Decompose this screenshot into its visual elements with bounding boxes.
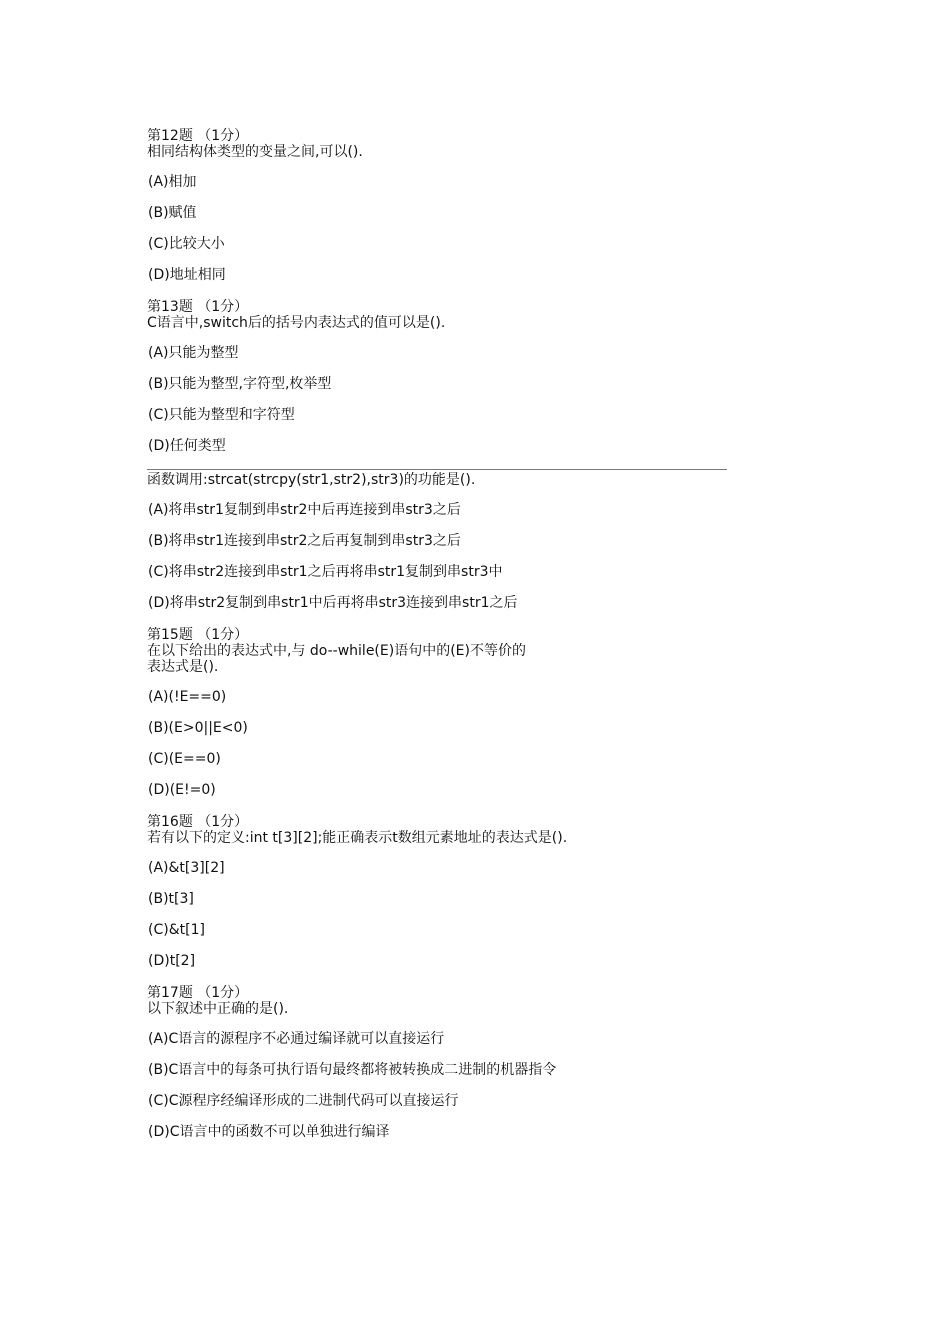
question-12: [147, 128, 747, 291]
option-d: (D)地址相同: [148, 267, 226, 283]
option-list: [147, 1024, 747, 1148]
option-b: (B)C语言中的每条可执行语句最终都将被转换成二进制的机器指令: [148, 1062, 557, 1078]
option-list: [147, 338, 747, 462]
question-stem: 相同结构体类型的变量之间,可以().: [147, 144, 363, 160]
option-b: (B)(E>0||E<0): [148, 720, 248, 736]
option-d: (D)将串str2复制到串str1中后再将串str3连接到串str1之后: [148, 595, 518, 611]
question-16: [147, 814, 747, 977]
question-header: 第17题 （1分）: [147, 985, 249, 1001]
option-b: (B)t[3]: [148, 891, 194, 907]
option-c: (C)将串str2连接到串str1之后再将串str1复制到串str3中: [148, 564, 503, 580]
option-d: (D)C语言中的函数不可以单独进行编译: [148, 1124, 390, 1140]
question-14: [147, 472, 747, 619]
option-d: (D)t[2]: [148, 953, 196, 969]
option-c: (C)比较大小: [148, 236, 225, 252]
question-stem: 函数调用:strcat(strcpy(str1,str2),str3)的功能是().: [147, 472, 476, 488]
question-15: [147, 627, 747, 806]
question-header: 第13题 （1分）: [147, 299, 249, 315]
option-a: (A)相加: [148, 174, 197, 190]
option-list: [147, 682, 747, 806]
option-d: (D)(E!=0): [148, 782, 216, 798]
question-13: [147, 299, 747, 462]
question-stem: 若有以下的定义:int t[3][2];能正确表示t数组元素地址的表达式是().: [147, 830, 568, 846]
option-a: (A)只能为整型: [148, 345, 239, 361]
option-list: [147, 495, 747, 619]
option-c: (C)只能为整型和字符型: [148, 407, 295, 423]
option-b: (B)赋值: [148, 205, 197, 221]
question-stem: 在以下给出的表达式中,与 do--while(E)语句中的(E)不等价的 表达式是().: [147, 643, 526, 675]
question-header: 第16题 （1分）: [147, 814, 249, 830]
option-a: (A)(!E==0): [148, 689, 227, 705]
question-header: 第15题 （1分）: [147, 627, 249, 643]
option-list: [147, 853, 747, 977]
option-d: (D)任何类型: [148, 438, 226, 454]
page-divider: [147, 469, 727, 470]
option-b: (B)将串str1连接到串str2之后再复制到串str3之后: [148, 533, 461, 549]
option-a: (A)C语言的源程序不必通过编译就可以直接运行: [148, 1031, 445, 1047]
option-b: (B)只能为整型,字符型,枚举型: [148, 376, 332, 392]
option-a: (A)将串str1复制到串str2中后再连接到串str3之后: [148, 502, 461, 518]
question-stem: 以下叙述中正确的是().: [147, 1001, 289, 1017]
question-17: [147, 985, 747, 1148]
option-list: [147, 167, 747, 291]
option-c: (C)C源程序经编译形成的二进制代码可以直接运行: [148, 1093, 459, 1109]
question-stem: C语言中,switch后的括号内表达式的值可以是().: [147, 315, 446, 331]
question-header: 第12题 （1分）: [147, 128, 249, 144]
option-c: (C)&t[1]: [148, 922, 205, 938]
exam-page: [147, 128, 747, 1148]
option-c: (C)(E==0): [148, 751, 221, 767]
option-a: (A)&t[3][2]: [148, 860, 225, 876]
